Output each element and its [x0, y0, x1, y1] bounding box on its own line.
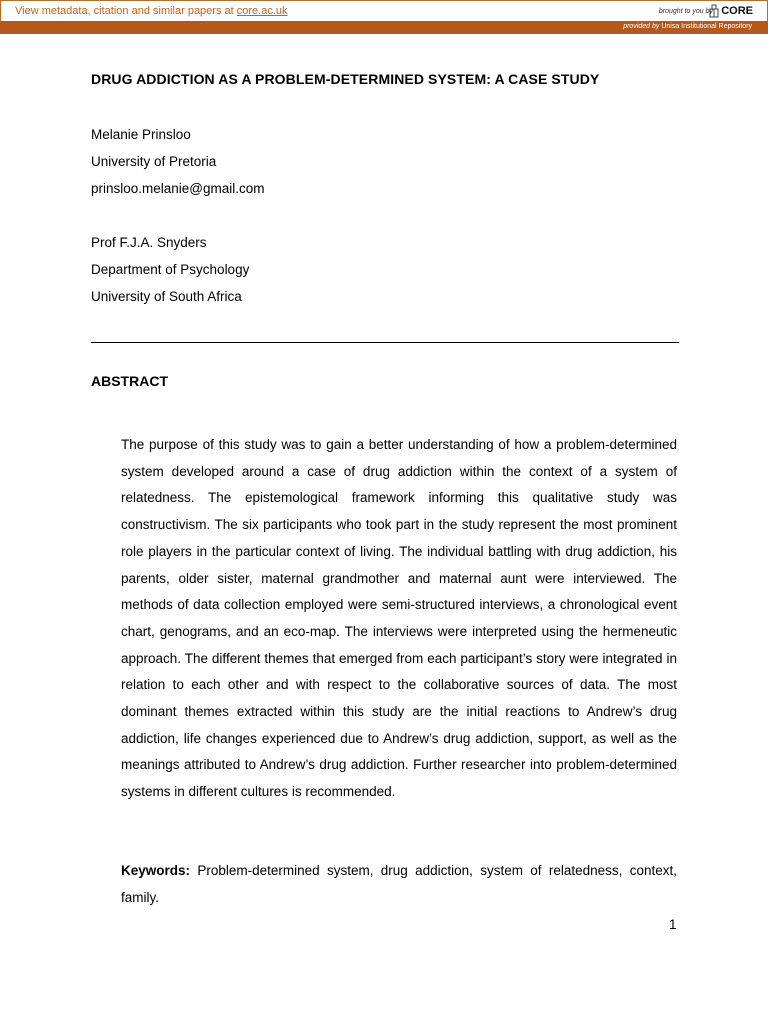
core-banner-bottom — [0, 21, 768, 34]
author-2-department: Department of Psychology — [91, 262, 250, 277]
keywords — [121, 858, 677, 911]
keywords-text: Problem-determined system, drug addiction, system of relatedness, context, family. — [121, 863, 677, 905]
author-1-affiliation: University of Pretoria — [91, 154, 217, 169]
core-logo-text: CORE — [721, 5, 753, 17]
section-divider — [91, 342, 679, 343]
author-1-name: Melanie Prinsloo — [91, 127, 191, 142]
paper-title: DRUG ADDICTION AS A PROBLEM-DETERMINED SYSTEM: A CASE STUDY — [91, 71, 600, 87]
core-logo[interactable] — [709, 4, 753, 18]
author-2-name: Prof F.J.A. Snyders — [91, 235, 207, 250]
author-2-affiliation: University of South Africa — [91, 289, 242, 304]
metadata-link-text — [15, 5, 288, 17]
core-banner-top — [0, 0, 768, 21]
metadata-link-prefix: View metadata, citation and similar papers at — [15, 5, 237, 17]
provided-by-prefix: provided by — [623, 23, 660, 30]
provided-by-text — [623, 23, 752, 30]
keywords-label: Keywords: — [121, 863, 191, 878]
brought-to-you-text: brought to you by — [658, 8, 713, 15]
core-ac-uk-link[interactable]: core.ac.uk — [236, 5, 288, 17]
page-number: 1 — [669, 917, 677, 932]
core-banner — [0, 0, 768, 34]
core-logo-icon — [709, 4, 719, 18]
abstract-heading: ABSTRACT — [91, 373, 168, 389]
abstract-body: The purpose of this study was to gain a better understanding of how a problem-determined system developed around a case of drug addiction within the context of a system of relatedness. The epistemological framework informing this qualitative study was constructivism. The six participants who took part in the study represent the most prominent role players in the particular context of living. The individual battling with drug addiction, his parents, older sister, maternal grandmother and maternal aunt were interviewed. The methods of data collection employed were semi-structured interviews, a chronological event chart, genograms, and an eco-map. The interviews were interpreted using the hermeneutic approach. The different themes that emerged from each participant’s story were integrated in relation to each other and with respect to the collaborative sources of data. The most dominant themes extracted within this study are the initial reactions to Andrew’s drug addiction, life changes experienced due to Andrew’s drug addiction, support, as well as the meanings attributed to Andrew’s drug addiction. Further researcher into problem-determined systems in different cultures is recommended. — [121, 437, 677, 800]
author-1-email: prinsloo.melanie@gmail.com — [91, 181, 265, 196]
provided-by-source: Unisa Institutional Repository — [661, 23, 752, 30]
